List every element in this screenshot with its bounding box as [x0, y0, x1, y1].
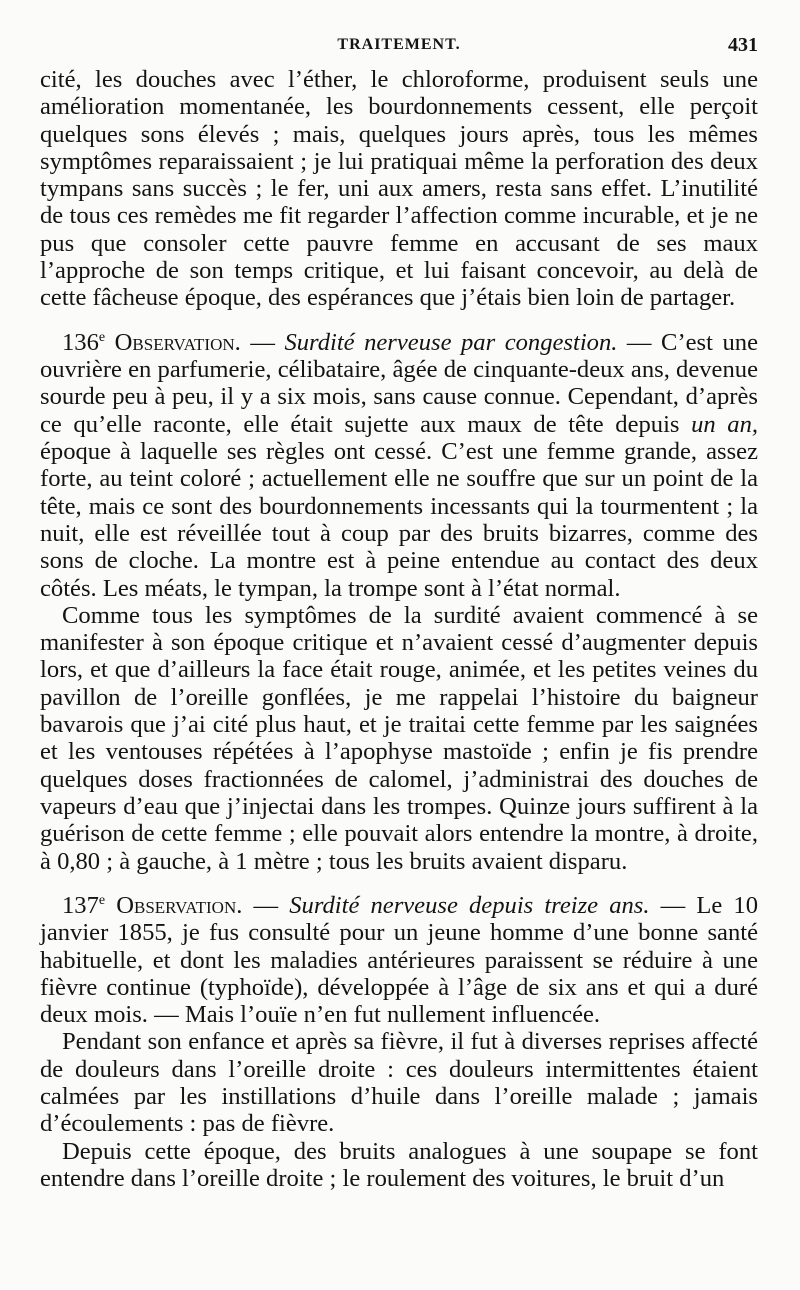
paragraph-text: Depuis cette époque, des bruits analogues à une soupape se font entendre dans l’oreille droite ; le roulement des voitures, le bruit d’un: [40, 1137, 758, 1192]
observation-title: Surdité nerveuse depuis treize ans.: [289, 891, 650, 919]
dash: —: [242, 891, 290, 919]
paragraph-text: Pendant son enfance et après sa fièvre, il fut à diverses reprises affecté de douleurs dans l’oreille droite : ces douleurs intermittentes étaient calmées par les instillations d’huile dans l’oreille malade ; jamais d’écoulements : pas de fièvre.: [40, 1028, 758, 1138]
running-title: TRAITEMENT.: [337, 36, 461, 53]
paragraph-childhood: [40, 1028, 758, 1137]
paragraph-text: Le 10 janvier 1855, je fus consulté pour un jeune homme d’une bonne santé habituelle, et dont les maladies antérieures paraissent se réduire à une fièvre continue (typhoïde), développée à l’âge de six ans et qui a duré deux mois. — Mais l’ouïe n’en fut nullement influencée.: [40, 891, 759, 1029]
observation-number: 136: [62, 328, 99, 356]
dash: —: [240, 328, 285, 356]
observation-137: [40, 887, 758, 1029]
observation-number: 137: [62, 891, 99, 919]
paragraph-text: cité, les douches avec l’éther, le chloroforme, produisent seuls une amélioration momentanée, les bourdonnements cessent, elle perçoit quelques sons élevés ; mais, quelques jours après, tous les mêmes symptômes reparaissaient ; je lui pratiquai même la perforation des deux tympans sans succès ; le fer, uni aux amers, resta sans effet. L’inutilité de tous ces remèdes me fit regarder l’affection comme incurable, et je ne pus que consoler cette pauvre femme en accusant de ses maux l’approche de son temps critique, et lui faisant concevoir, au delà de cette fâcheuse époque, des espérances que j’étais bien loin de partager.: [40, 66, 758, 312]
observation-ordinal: e: [98, 892, 106, 908]
page-number: 431: [728, 34, 758, 56]
paragraph-text: C’est une ouvrière en parfumerie, célibataire, âgée de cinquante-deux ans, devenue sourde peu à peu, il y a six mois, sans cause connue. Cependant, d’après ce qu’elle raconte, elle était sujette aux maux de tête depuis: [40, 328, 758, 438]
body-text: [40, 66, 758, 1192]
observation-ordinal: e: [98, 329, 106, 345]
running-head: [40, 36, 758, 60]
paragraph-since: [40, 1138, 758, 1193]
observation-title: Surdité nerveuse par congestion.: [284, 328, 618, 356]
paragraph-text: époque à laquelle ses règles ont cessé. C’est une femme grande, assez forte, au teint coloré ; actuellement elle ne souffre que sur un point de la tête, mais ce sont des bourdonnements incessants qui la tourmentent ; la nuit, elle est réveillée tout à coup par des bruits bizarres, comme des sons de cloche. La montre est à peine entendue au contact des deux côtés. Les méats, le tympan, la trompe sont à l’état normal.: [40, 438, 758, 602]
paragraph-treatment: [40, 602, 758, 875]
paragraph-text: Comme tous les symptômes de la surdité avaient commencé à se manifester à son époque critique et n’avaient cessé d’augmenter depuis lors, et que d’ailleurs la face était rouge, animée, et les petites veines du pavillon de l’oreille gonflées, je me rappelai l’histoire du baigneur bavarois que j’ai cité plus haut, et je traitai cette femme par les saignées et les ventouses répétées à l’apophyse mastoïde ; enfin je fis prendre quelques doses fractionnées de calomel, j’administrai des douches de vapeurs d’eau que j’injectai dans les trompes. Quinze jours suffirent à la guérison de cette femme ; elle pouvait alors entendre la montre, à droite, à 0,80 ; à gauche, à 1 mètre ; tous les bruits avaient disparu.: [40, 601, 758, 875]
observation-heading: Observation.: [114, 328, 241, 356]
dash: —: [617, 328, 662, 356]
observation-136: [40, 324, 758, 602]
paragraph-continuation: [40, 66, 758, 312]
observation-heading: Observation.: [116, 891, 243, 919]
italic-phrase: un an,: [691, 410, 759, 438]
dash: —: [649, 891, 697, 919]
